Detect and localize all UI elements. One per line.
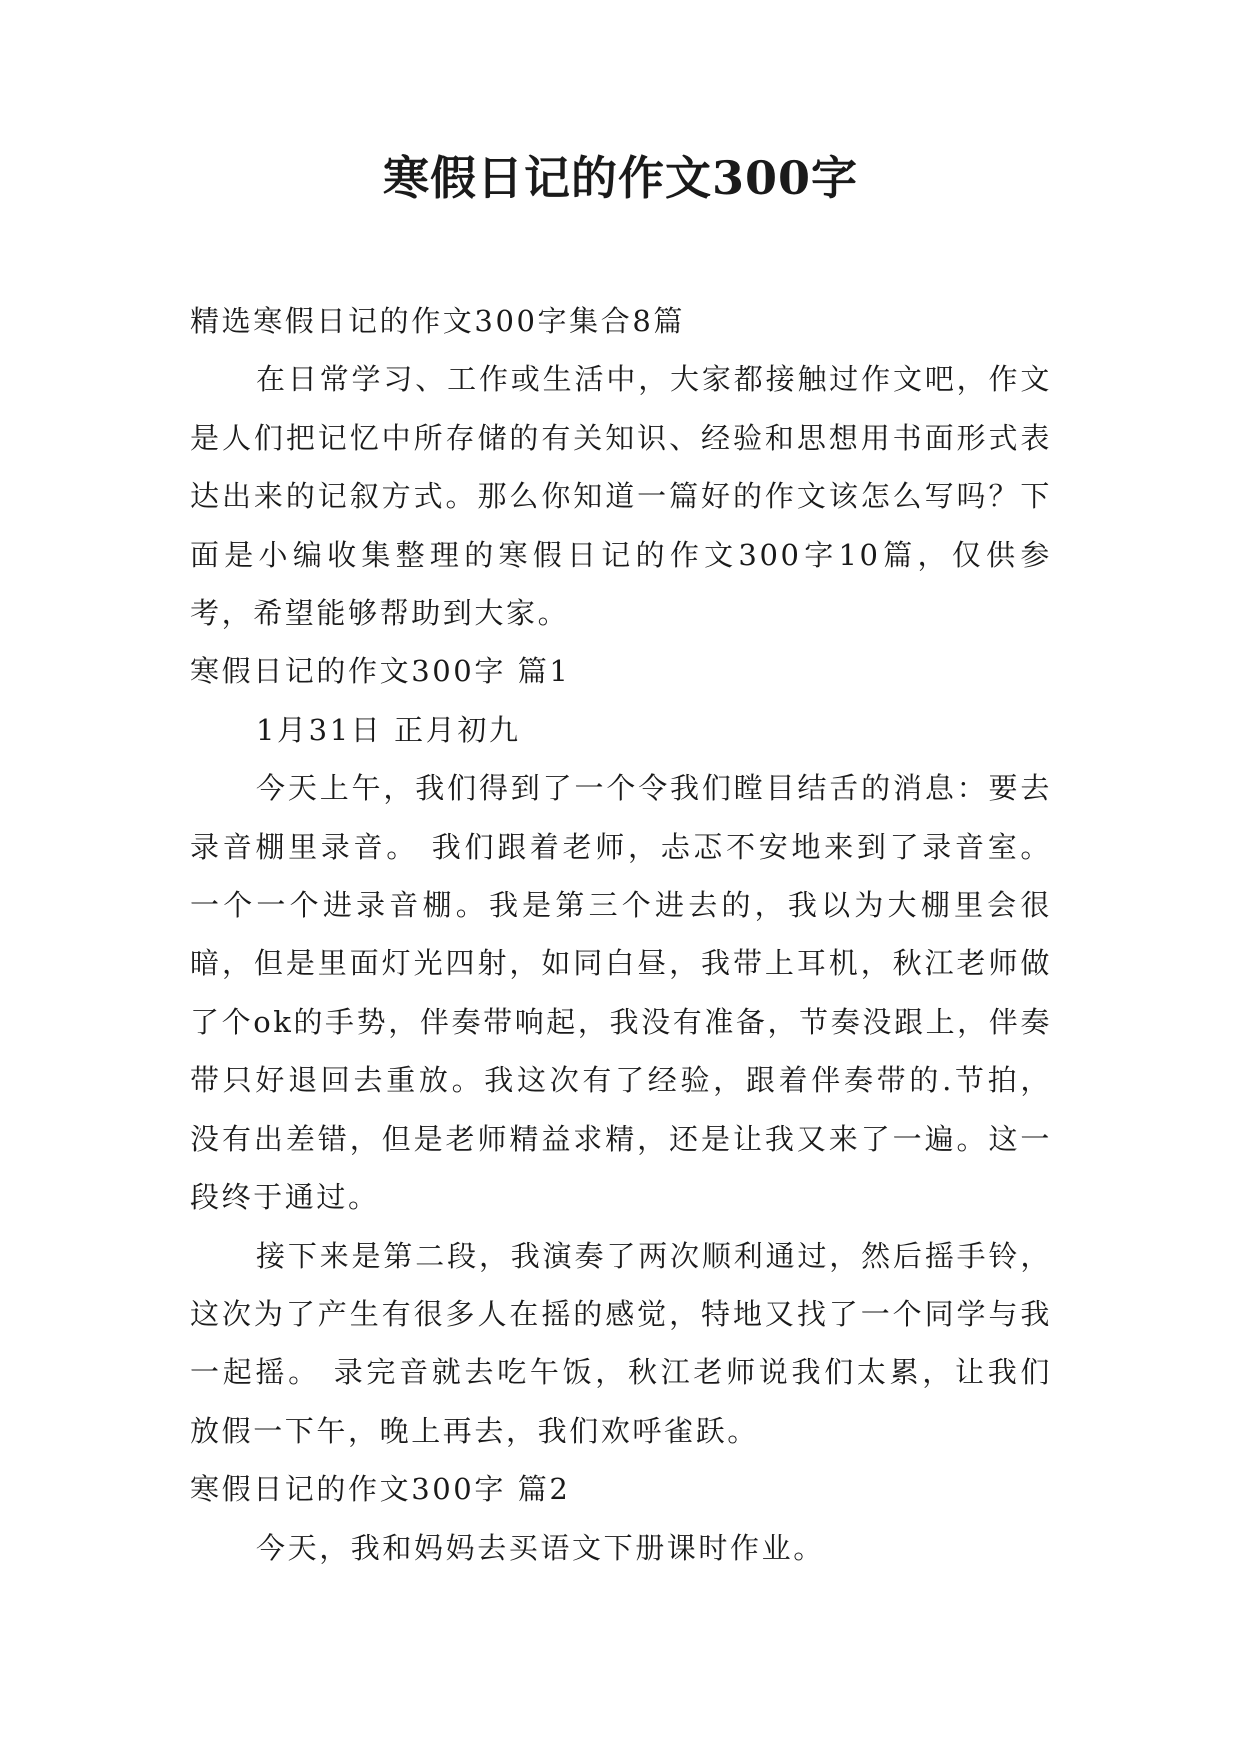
page-title: 寒假日记的作文300字 <box>382 151 859 205</box>
section1-paragraph-2: 接下来是第二段，我演奏了两次顺利通过，然后摇手铃，这次为了产生有很多人在摇的感觉，特地又找了一个同学与我一起摇。 录完音就去吃午饭，秋江老师说我们太累，让我们放假一下午，晚上再去，我们欢呼雀跃。 <box>190 1238 1052 1448</box>
diary-date: 1月31日 正月初九 <box>256 712 521 747</box>
section-heading-2: 寒假日记的作文300字 篇2 <box>190 1472 571 1507</box>
intro-paragraph: 在日常学习、工作或生活中，大家都接触过作文吧，作文是人们把记忆中所存储的有关知识、经验和思想用书面形式表达出来的记叙方式。那么你知道一篇好的作文该怎么写吗？下面是小编收集整理的寒假日记的作文300字10篇，仅供参考，希望能够帮助到大家。 <box>190 362 1052 631</box>
section2-paragraph-1: 今天，我和妈妈去买语文下册课时作业。 <box>256 1530 825 1565</box>
section-heading-1: 寒假日记的作文300字 篇1 <box>190 654 571 689</box>
subtitle: 精选寒假日记的作文300字集合8篇 <box>190 304 686 338</box>
section1-paragraph-1: 今天上午，我们得到了一个令我们瞠目结舌的消息：要去录音棚里录音。 我们跟着老师，忐忑不安地来到了录音室。一个一个进录音棚。我是第三个进去的，我以为大棚里会很暗，但是里面灯光四射，如同白昼，我带上耳机，秋江老师做了个ok的手势，伴奏带响起，我没有准备，节奏没跟上，伴奏带只好退回去重放。我这次有了经验，跟着伴奏带的.节拍，没有出差错，但是老师精益求精，还是让我又来了一遍。这一段终于通过。 <box>190 771 1052 1215</box>
document-body <box>190 292 1052 1577</box>
